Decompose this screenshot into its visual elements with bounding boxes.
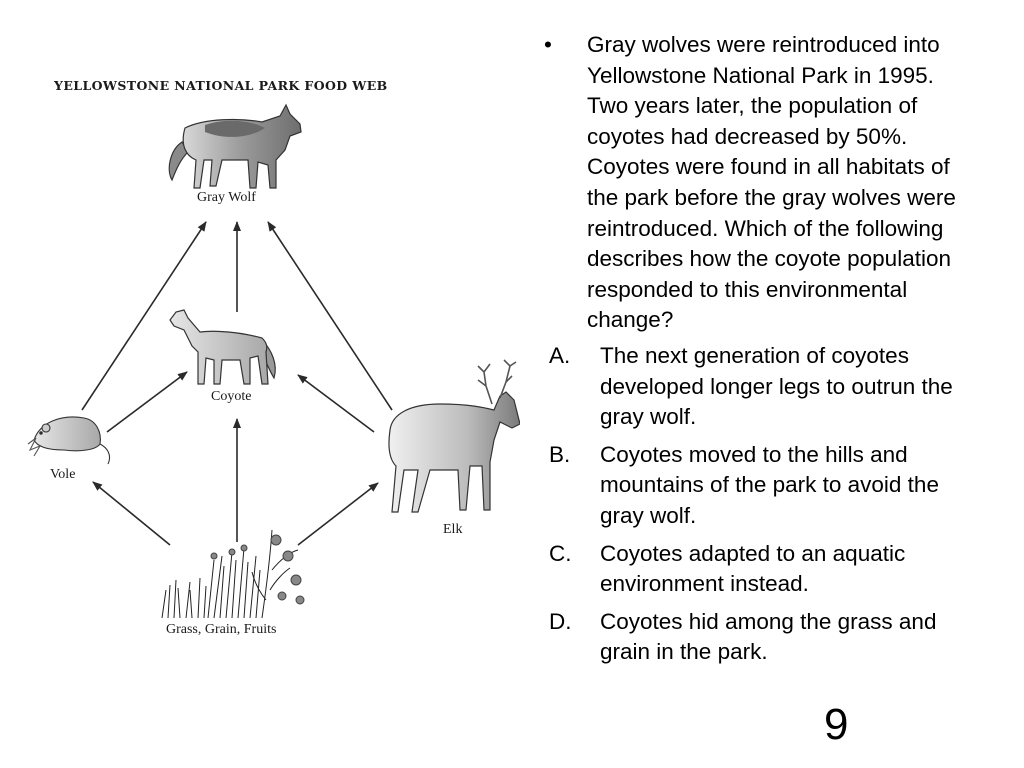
label-coyote: Coyote: [211, 389, 252, 404]
option-text: Coyotes hid among the grass and grain in the park.: [600, 608, 937, 665]
option-letter: B.: [549, 441, 571, 467]
arrow-plants-to-vole: [93, 482, 170, 545]
bullet: •: [544, 32, 552, 57]
label-vole: Vole: [50, 467, 76, 482]
arrow-vole-to-coyote: [107, 372, 187, 432]
arrow-plants-to-elk: [298, 483, 378, 545]
question-panel: [540, 30, 980, 675]
answer-option-b: [540, 440, 980, 532]
option-text: Coyotes adapted to an aquatic environment instead.: [600, 540, 906, 597]
elk-icon: [389, 360, 520, 512]
arrow-elk-to-coyote: [298, 375, 374, 432]
food-web-title: YELLOWSTONE NATIONAL PARK FOOD WEB: [54, 78, 388, 93]
plants-icon: [162, 530, 304, 618]
vole-icon: [28, 417, 110, 464]
answer-option-c: [540, 539, 980, 600]
answer-option-a: [540, 341, 980, 433]
option-letter: D.: [549, 608, 572, 634]
label-gray-wolf: Gray Wolf: [197, 190, 256, 205]
arrow-elk-to-wolf: [268, 222, 392, 410]
option-text: The next generation of coyotes developed longer legs to outrun the gray wolf.: [600, 342, 953, 430]
question-text: Gray wolves were reintroduced into Yellowstone National Park in 1995. Two years later, the population of coyotes had decreased by 50%. Coyotes were found in all habitats of the park before the gray wolves were reintroduced. Which of the following describes how the coyote population responded to this environmental change?: [587, 32, 956, 333]
question-item: [540, 30, 980, 336]
answer-option-d: [540, 607, 980, 668]
option-letter: C.: [549, 540, 572, 566]
label-elk: Elk: [443, 522, 463, 537]
option-letter: A.: [549, 342, 571, 368]
gray-wolf-icon: [169, 105, 301, 188]
page-number: 9: [824, 700, 849, 749]
option-text: Coyotes moved to the hills and mountains of the park to avoid the gray wolf.: [600, 441, 939, 528]
label-plants: Grass, Grain, Fruits: [166, 622, 277, 637]
